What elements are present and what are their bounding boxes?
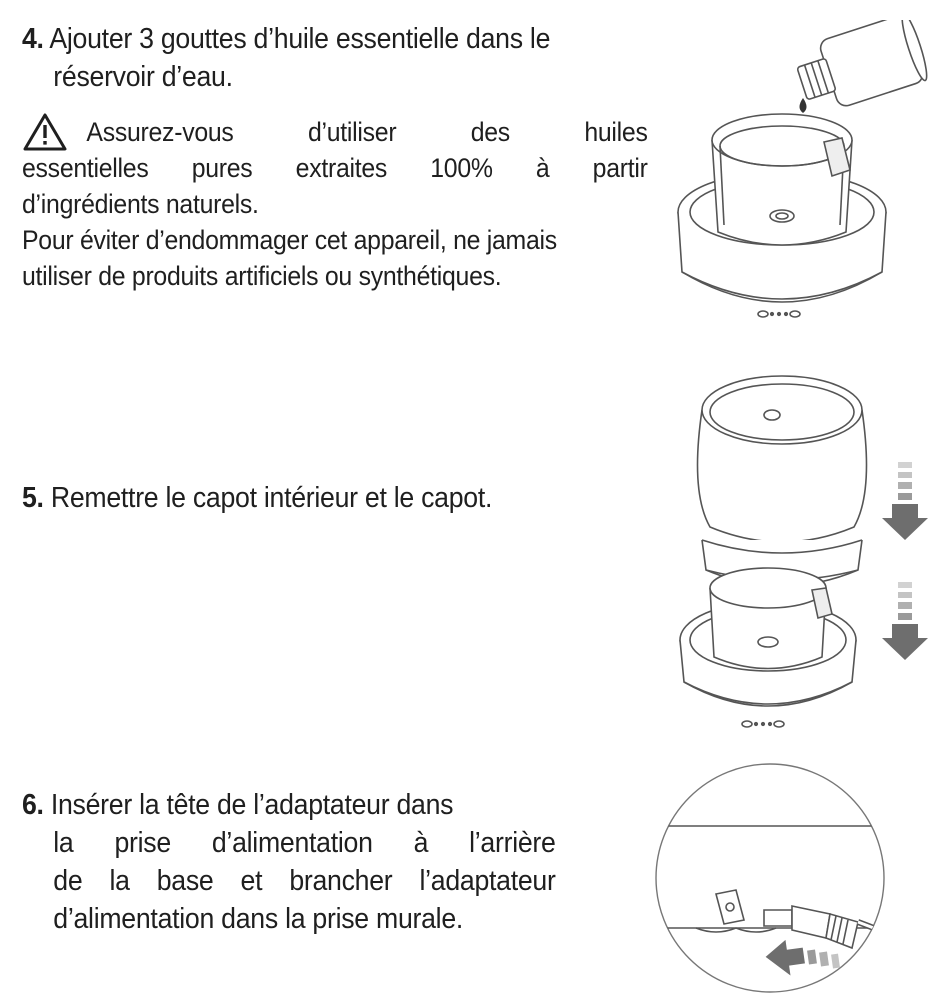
step-5 [22, 479, 611, 517]
warning-text: Assurez-vous d’utiliser des huiles essentielles pures extraites 100% à partir d’ingrédients naturels. Pour éviter d’endommager cet appareil, ne jamais utiliser de produits artificiels ou synthétiques. [22, 117, 648, 291]
step-text: Ajouter 3 gouttes d’huile essentielle dans le [49, 23, 551, 55]
step-4 [22, 20, 629, 96]
power-adapter-illustration [596, 760, 944, 996]
step-text: Insérer la tête de l’adaptateur dans [50, 789, 454, 821]
step-number: 4. [22, 23, 44, 55]
step-text: réservoir d’eau. [53, 61, 233, 93]
step-number: 5. [22, 482, 44, 514]
step-6: 6. Insérer la tête de l’adaptateur dans la prise d’alimentation à l’arrière de la base et brancher l’adaptateur d’alimentation dans la prise murale. [22, 789, 556, 935]
capot-assembly-illustration [672, 352, 938, 740]
step-number: 6. [22, 789, 44, 821]
step-text: Remettre le capot intérieur et le capot. [50, 482, 493, 514]
down-arrow-icon [882, 462, 928, 540]
down-arrow-icon [882, 582, 928, 660]
diffuser-oil-illustration [672, 20, 932, 330]
